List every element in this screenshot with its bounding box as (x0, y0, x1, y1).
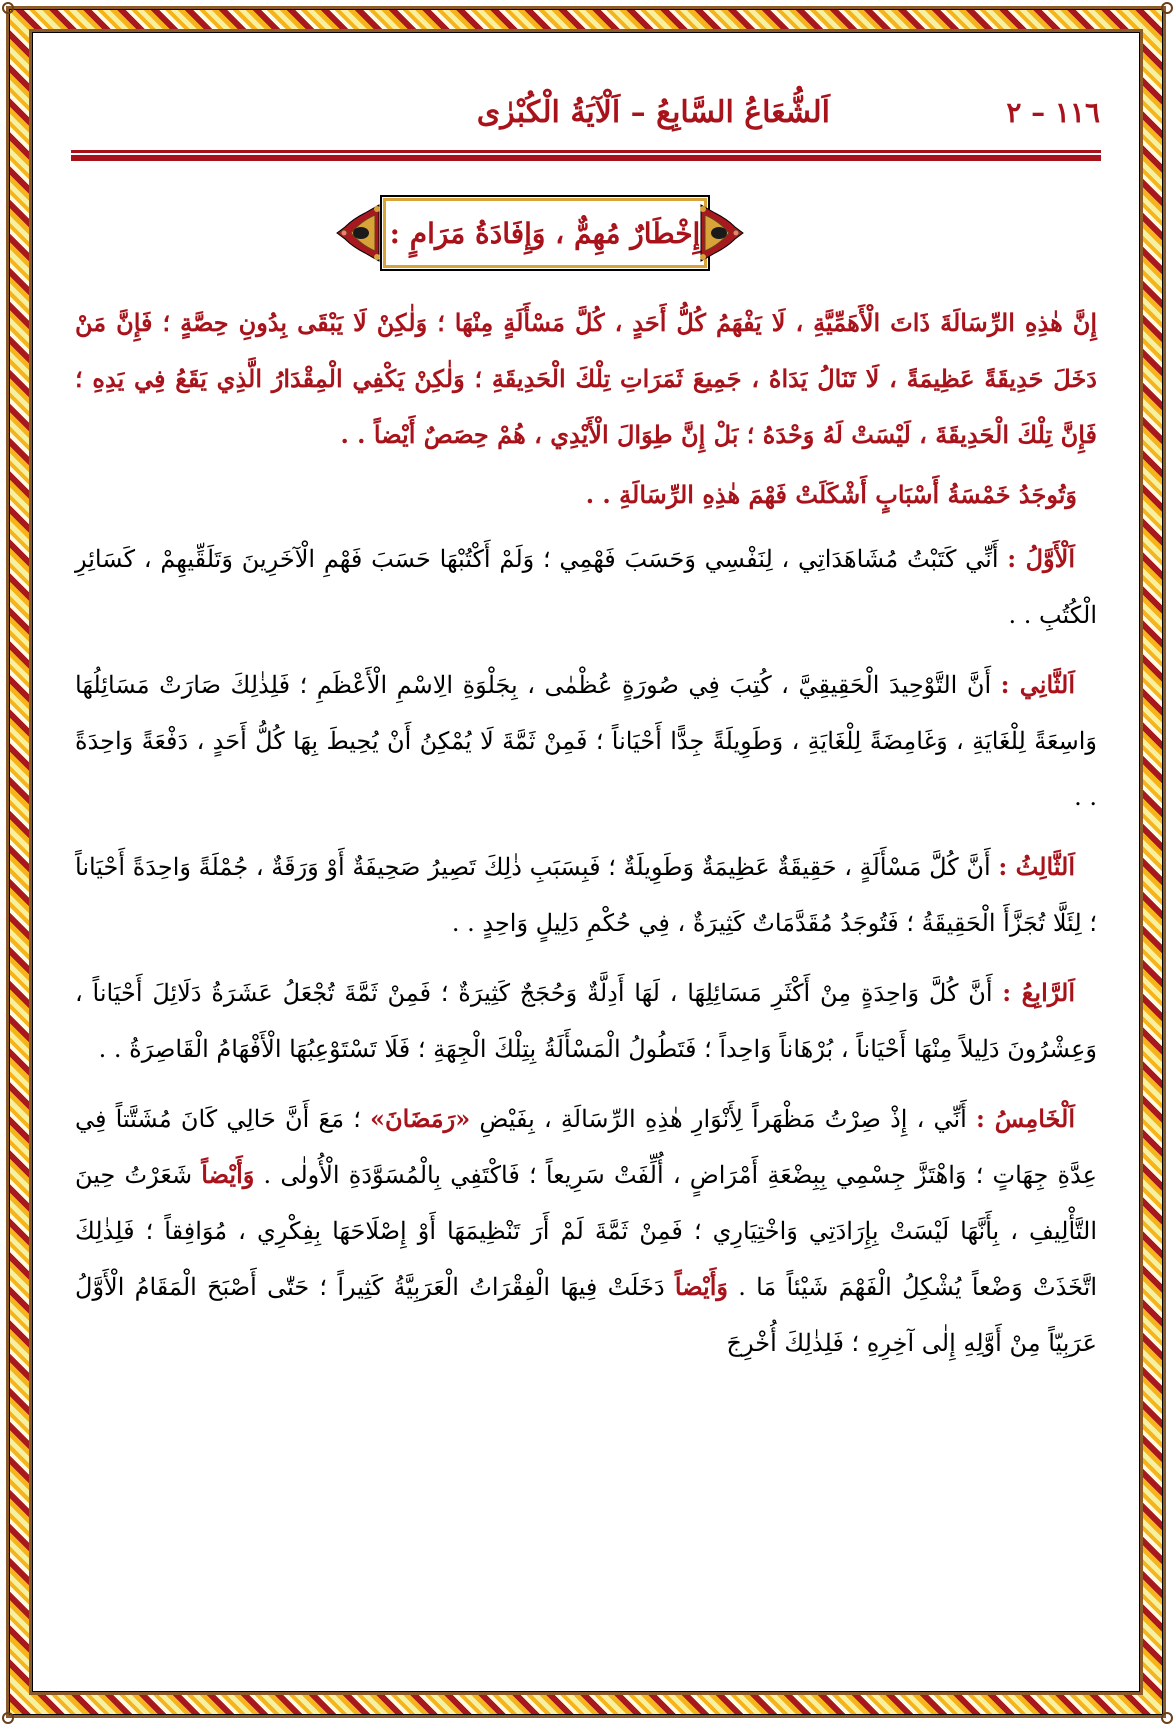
reason-label: اَلثَّالِثُ : (998, 852, 1075, 881)
running-title: اَلشُّعَاعُ السَّابِعُ – اَلْآيَةُ الْكُبْرٰى (476, 94, 830, 130)
document-body (75, 295, 1097, 1385)
reason-text-segment: شَعَرْتُ حِينَ التَّأْلِيفِ ، بِأَنَّهَا لَيْسَتْ بِإِرَادَتِي وَاخْتِيَارِي ؛ فَمِنْ ثَمَّةَ لَمْ أَرَ تَنْظِيمَهَا أَوْ إِصْلَاحَهَا بِفِكْرِي ، مُوَافِقاً ؛ فَلِذٰلِكَ اتَّخَذَتْ وَضْعاً يُشْكِلُ الْفَهْمَ شَيْئاً مَا . (75, 1161, 1097, 1301)
reason-paragraph-second (75, 657, 1097, 825)
reason-label: اَلْخَامِسُ : (976, 1104, 1075, 1133)
emphasized-term-ramadan: «رَمَضَانَ» (370, 1104, 471, 1133)
reason-text: أَنَّ التَّوْحِيدَ الْحَقِيقِيَّ ، كُتِبَ فِي صُورَةٍ عُظْمٰى ، بِجَلْوَةِ الِاسْمِ الْأَعْظَمِ ؛ فَلِذٰلِكَ صَارَتْ مَسَائِلُهَا وَاسِعَةً لِلْغَايَةِ ، وَغَامِضَةً لِلْغَايَةِ ، وَطَوِيلَةً جِدًّا أَحْيَاناً ؛ فَمِنْ ثَمَّةَ لَا يُمْكِنُ أَنْ يُحِيطَ بِهَا كُلُّ أَحَدٍ ، دَفْعَةً وَاحِدَةً . . (75, 671, 1098, 811)
arabesque-ornament-icon (699, 203, 745, 263)
reason-label: اَلثَّانِي : (1000, 670, 1075, 699)
arabesque-ornament-icon (335, 203, 381, 263)
reason-paragraph-fourth (75, 965, 1097, 1077)
reason-paragraph-third (75, 839, 1097, 951)
intro-paragraph: إِنَّ هٰذِهِ الرِّسَالَةَ ذَاتَ الْأَهَمِّيَّةِ ، لَا يَفْهَمُ كُلُّ أَحَدٍ ، كُلَّ مَسْأَلَةٍ مِنْهَا ؛ وَلٰكِنْ لَا يَبْقَى بِدُونِ حِصَّةٍ ؛ فَإِنَّ مَنْ دَخَلَ حَدِيقَةً عَظِيمَةً ، لَا تَنَالُ يَدَاهُ ، جَمِيعَ ثَمَرَاتِ تِلْكَ الْحَدِيقَةِ ؛ وَلٰكِنْ يَكْفِي الْمِقْدَارُ الَّذِي يَقَعُ فِي يَدِهِ ؛ فَإِنَّ تِلْكَ الْحَدِيقَةَ ، لَيْسَتْ لَهُ وَحْدَهُ ؛ بَلْ إِنَّ طِوَالَ الْأَيْدِي ، هُمْ حِصَصٌ أَيْضاً . . (75, 308, 1097, 449)
reason-paragraph-first (75, 531, 1097, 643)
section-title: إِخْطَارٌ مُهِمٌّ ، وَإِفَادَةُ مَرَامٍ : (380, 195, 710, 271)
reason-text-segment: دَخَلَتْ فِيهَا الْفِقْرَاتُ الْعَرَبِيَّةُ كَثِيراً ؛ حَتّٰى أَصْبَحَ الْمَقَامُ الْأَوَّلُ عَرَبِيّاً مِنْ أَوَّلِهِ إِلٰى آخِرِهِ ؛ فَلِذٰلِكَ أُخْرِجَ (75, 1273, 1097, 1357)
lead-sentence: وَتُوجَدُ خَمْسَةُ أَسْبَابٍ أَشْكَلَتْ فَهْمَ هٰذِهِ الرِّسَالَةِ . . (585, 480, 1077, 509)
reason-text: أَنَّ كُلَّ مَسْأَلَةٍ ، حَقِيقَةٌ عَظِيمَةٌ وَطَوِيلَةٌ ؛ فَبِسَبَبِ ذٰلِكَ تَصِيرُ صَحِيفَةٌ أَوْ وَرَقَةٌ ، جُمْلَةً وَاحِدَةً أَحْيَاناً ؛ لِئَلَّا تُجَزَّأَ الْحَقِيقَةُ ؛ فَتُوجَدُ مُقَدَّمَاتٌ كَثِيرَةٌ ، فِي حُكْمِ دَلِيلٍ وَاحِدٍ . . (75, 853, 1097, 937)
reason-text-segment: أَنِّي ، إِذْ صِرْتُ مَظْهَراً لِأَنْوَارِ هٰذِهِ الرِّسَالَةِ ، بِفَيْضِ (470, 1105, 977, 1133)
page-number: ١١٦ – ٢ (1006, 95, 1100, 129)
reason-text: أَنَّ كُلَّ وَاحِدَةٍ مِنْ أَكْثَرِ مَسَائِلِهَا ، لَهَا أَدِلَّةٌ وَحُجَجٌ كَثِيرَةٌ ؛ فَمِنْ ثَمَّةَ تُجْعَلُ عَشَرَةُ دَلَائِلَ أَحْيَاناً ، وَعِشْرُونَ دَلِيلاً مِنْهَا أَحْيَاناً ، بُرْهَاناً وَاحِداً ؛ فَتَطُولُ الْمَسْأَلَةُ بِتِلْكَ الْجِهَةِ ؛ فَلَا تَسْتَوْعِبُهَا الْأَفْهَامُ الْقَاصِرَةُ . . (75, 979, 1097, 1063)
reason-text: أَنِّي كَتَبْتُ مُشَاهَدَاتِي ، لِنَفْسِي وَحَسَبَ فَهْمِي ؛ وَلَمْ أَكْتُبْهَا حَسَبَ فَهْمِ الْآخَرِينَ وَتَلَقِّيهِمْ ، كَسَائِرِ الْكُتُبِ . . (75, 545, 1097, 629)
corner-ornament-icon (1161, 2, 1173, 14)
reason-paragraph-fifth (75, 1091, 1097, 1371)
emphasized-term-also: وَأَيْضاً (201, 1160, 255, 1189)
reason-text-segment: ؛ مَعَ أَنَّ حَالِي كَانَ مُشَتَّتاً فِي عِدَّةِ جِهَاتٍ ؛ وَاهْتَزَّ جِسْمِي بِبِضْعَةِ أَمْرَاضٍ ، أُلِّفَتْ سَرِيعاً ؛ فَاكْتَفِي بِالْمُسَوَّدَةِ الْأُولٰى . (75, 1105, 1097, 1189)
reason-label: اَلْأَوَّلُ : (1007, 544, 1075, 573)
corner-ornament-icon (1161, 1712, 1173, 1724)
emphasized-term-also: وَأَيْضاً (674, 1272, 728, 1301)
running-header (70, 82, 1100, 142)
section-title-cartouche (330, 195, 750, 275)
corner-ornament-icon (2, 2, 14, 14)
header-rule-thick (71, 155, 1101, 161)
header-rule-thin (71, 150, 1101, 153)
reason-label: اَلرَّابِعُ : (1002, 978, 1075, 1007)
corner-ornament-icon (2, 1712, 14, 1724)
